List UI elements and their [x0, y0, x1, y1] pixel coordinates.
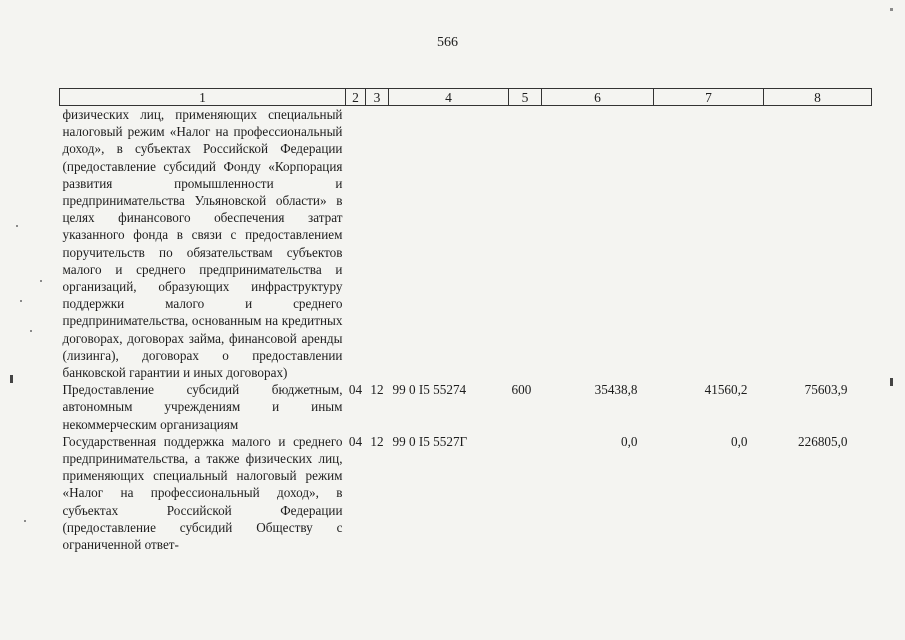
- cell-section: 04: [348, 433, 363, 449]
- scan-speck: [20, 300, 22, 302]
- cell-subsection: 12: [370, 433, 384, 449]
- column-header-1: 1: [60, 89, 346, 106]
- column-header-7: 7: [654, 89, 764, 106]
- cell-subsection: 12: [370, 382, 384, 398]
- cell-expense-type: [509, 106, 542, 382]
- cell-amount-col8: [764, 106, 872, 382]
- table-row: [60, 106, 872, 382]
- scan-speck: [16, 225, 18, 227]
- cell-expense-type: [509, 433, 542, 553]
- budget-table: [59, 88, 872, 553]
- scan-speck: [24, 520, 26, 522]
- column-header-3: 3: [366, 89, 389, 106]
- column-header-8: 8: [764, 89, 872, 106]
- cell-amount-col7: 0,0: [731, 433, 748, 449]
- row-description: физических лиц, применяющих специальный налоговый режим «Налог на профессиональный доход», в субъектах Российской Федерации (предоставление субсидий Фонду «Корпорация развития промышленности и предпринимательства Ульяновской области» в целях финансового обеспечения затрат указанного фонда в связи с предоставлением поручительств по обязательствам субъектов малого и среднего предпринимательства и организаций, образующих инфраструктуру поддержки малого и среднего предпринимательства, основанным на кредитных договорах, договорах займа, финансовой аренды (лизинга), договорах о предоставлении банковской гарантии и иных договорах): [62, 107, 343, 381]
- cell-amount-col8: 75603,9: [804, 382, 848, 398]
- cell-amount-col6: [542, 106, 654, 382]
- cell-amount-col6: 35438,8: [594, 382, 638, 398]
- scan-edge-mark: [10, 375, 13, 383]
- table-row: [60, 381, 872, 433]
- cell-section: [346, 106, 366, 382]
- cell-amount-col6: 0,0: [621, 433, 638, 449]
- cell-target-article: [389, 106, 509, 382]
- cell-amount-col7: 41560,2: [704, 382, 748, 398]
- scan-speck: [890, 8, 893, 11]
- cell-subsection: [366, 106, 389, 382]
- scan-speck: [30, 330, 32, 332]
- cell-expense-type: 600: [511, 382, 532, 398]
- cell-target-article: 99 0 I5 55274: [392, 382, 467, 398]
- cell-amount-col7: [654, 106, 764, 382]
- column-header-6: 6: [542, 89, 654, 106]
- cell-amount-col8: 226805,0: [798, 433, 848, 449]
- column-header-4: 4: [389, 89, 509, 106]
- scan-speck: [40, 280, 42, 282]
- table-row: [60, 433, 872, 553]
- row-description: Предоставление субсидий бюджетным, автономным учреждениям и иным некоммерческим организациям: [62, 382, 343, 432]
- cell-section: 04: [348, 382, 363, 398]
- column-header-5: 5: [509, 89, 542, 106]
- cell-target-article: 99 0 I5 5527Г: [392, 433, 468, 449]
- column-header-2: 2: [346, 89, 366, 106]
- row-description: Государственная поддержка малого и среднего предпринимательства, а также физических лиц, применяющих специальный налоговый режим «Налог на профессиональный доход», в субъектах Российской Федерации (предоставление субсидий Обществу с ограниченной ответ-: [62, 433, 343, 553]
- page-number: 566: [437, 35, 458, 50]
- scan-edge-mark: [890, 378, 893, 386]
- header-row: [60, 89, 872, 106]
